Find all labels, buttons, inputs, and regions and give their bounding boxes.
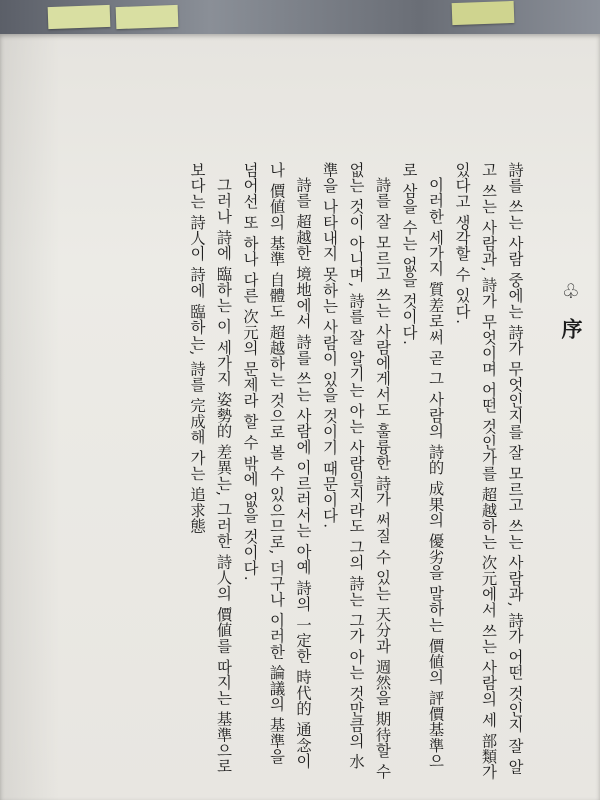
sticky-note — [48, 5, 111, 29]
paragraph: 詩를 쓰는 사람 중에는 詩가 무엇인지를 잘 모르고 쓰는 사람과, 詩가 어떤 것인지 잘 알고 쓰는 사람과, 詩가 무엇이며 어떤 것인가를 超越하는 次元에서 쓰는 사람의 세 部類가 있다고 생각할 수 있다. — [453, 162, 524, 780]
paragraph: 詩를 잘 모르고 쓰는 사람에게서도 훌륭한 詩가 써질 수 있는 天分과 週然을 期待할 수 없는 것이 아니며, 詩를 잘 알기는 아는 사람일지라도 그의 詩는 그가 아는 것만큼의 水準을 나타내지 못하는 사람이 있을 것이기 때문이다. — [320, 162, 392, 780]
paragraph: 그러나 詩에 臨하는 이 세가지 姿勢的 差異는, 그러한 詩人의 價値를 따지는 基準으로보다는 詩人이 詩에 臨하는, 詩를 完成해 가는 追求態 — [188, 162, 233, 775]
title-group — [557, 280, 585, 339]
sticky-note — [452, 1, 515, 25]
page-title: 序 — [559, 318, 584, 339]
clover-icon: ♧ — [562, 279, 580, 303]
paragraph: 詩를 超越한 境地에서 詩를 쓰는 사람에 이르러서는 아예 詩의 一定한 時代的 通念이나 價値의 基準 自體도 超越하는 것으로 볼 수 있으므로, 더구나 이러한 論議의 基準을 넘어선 또 하나 다른 次元의 문제라 할 수 밖에 없을 것이다. — [241, 162, 312, 769]
sticky-note — [116, 5, 179, 29]
paragraph: 이러한 세가지 質差로써 곧 그 사람의 詩的 成果의 優劣을 말하는 價値의 評價基準으로 삼을 수는 없을 것이다. — [400, 162, 445, 769]
vertical-body-text — [58, 162, 528, 782]
book-page — [0, 34, 600, 800]
